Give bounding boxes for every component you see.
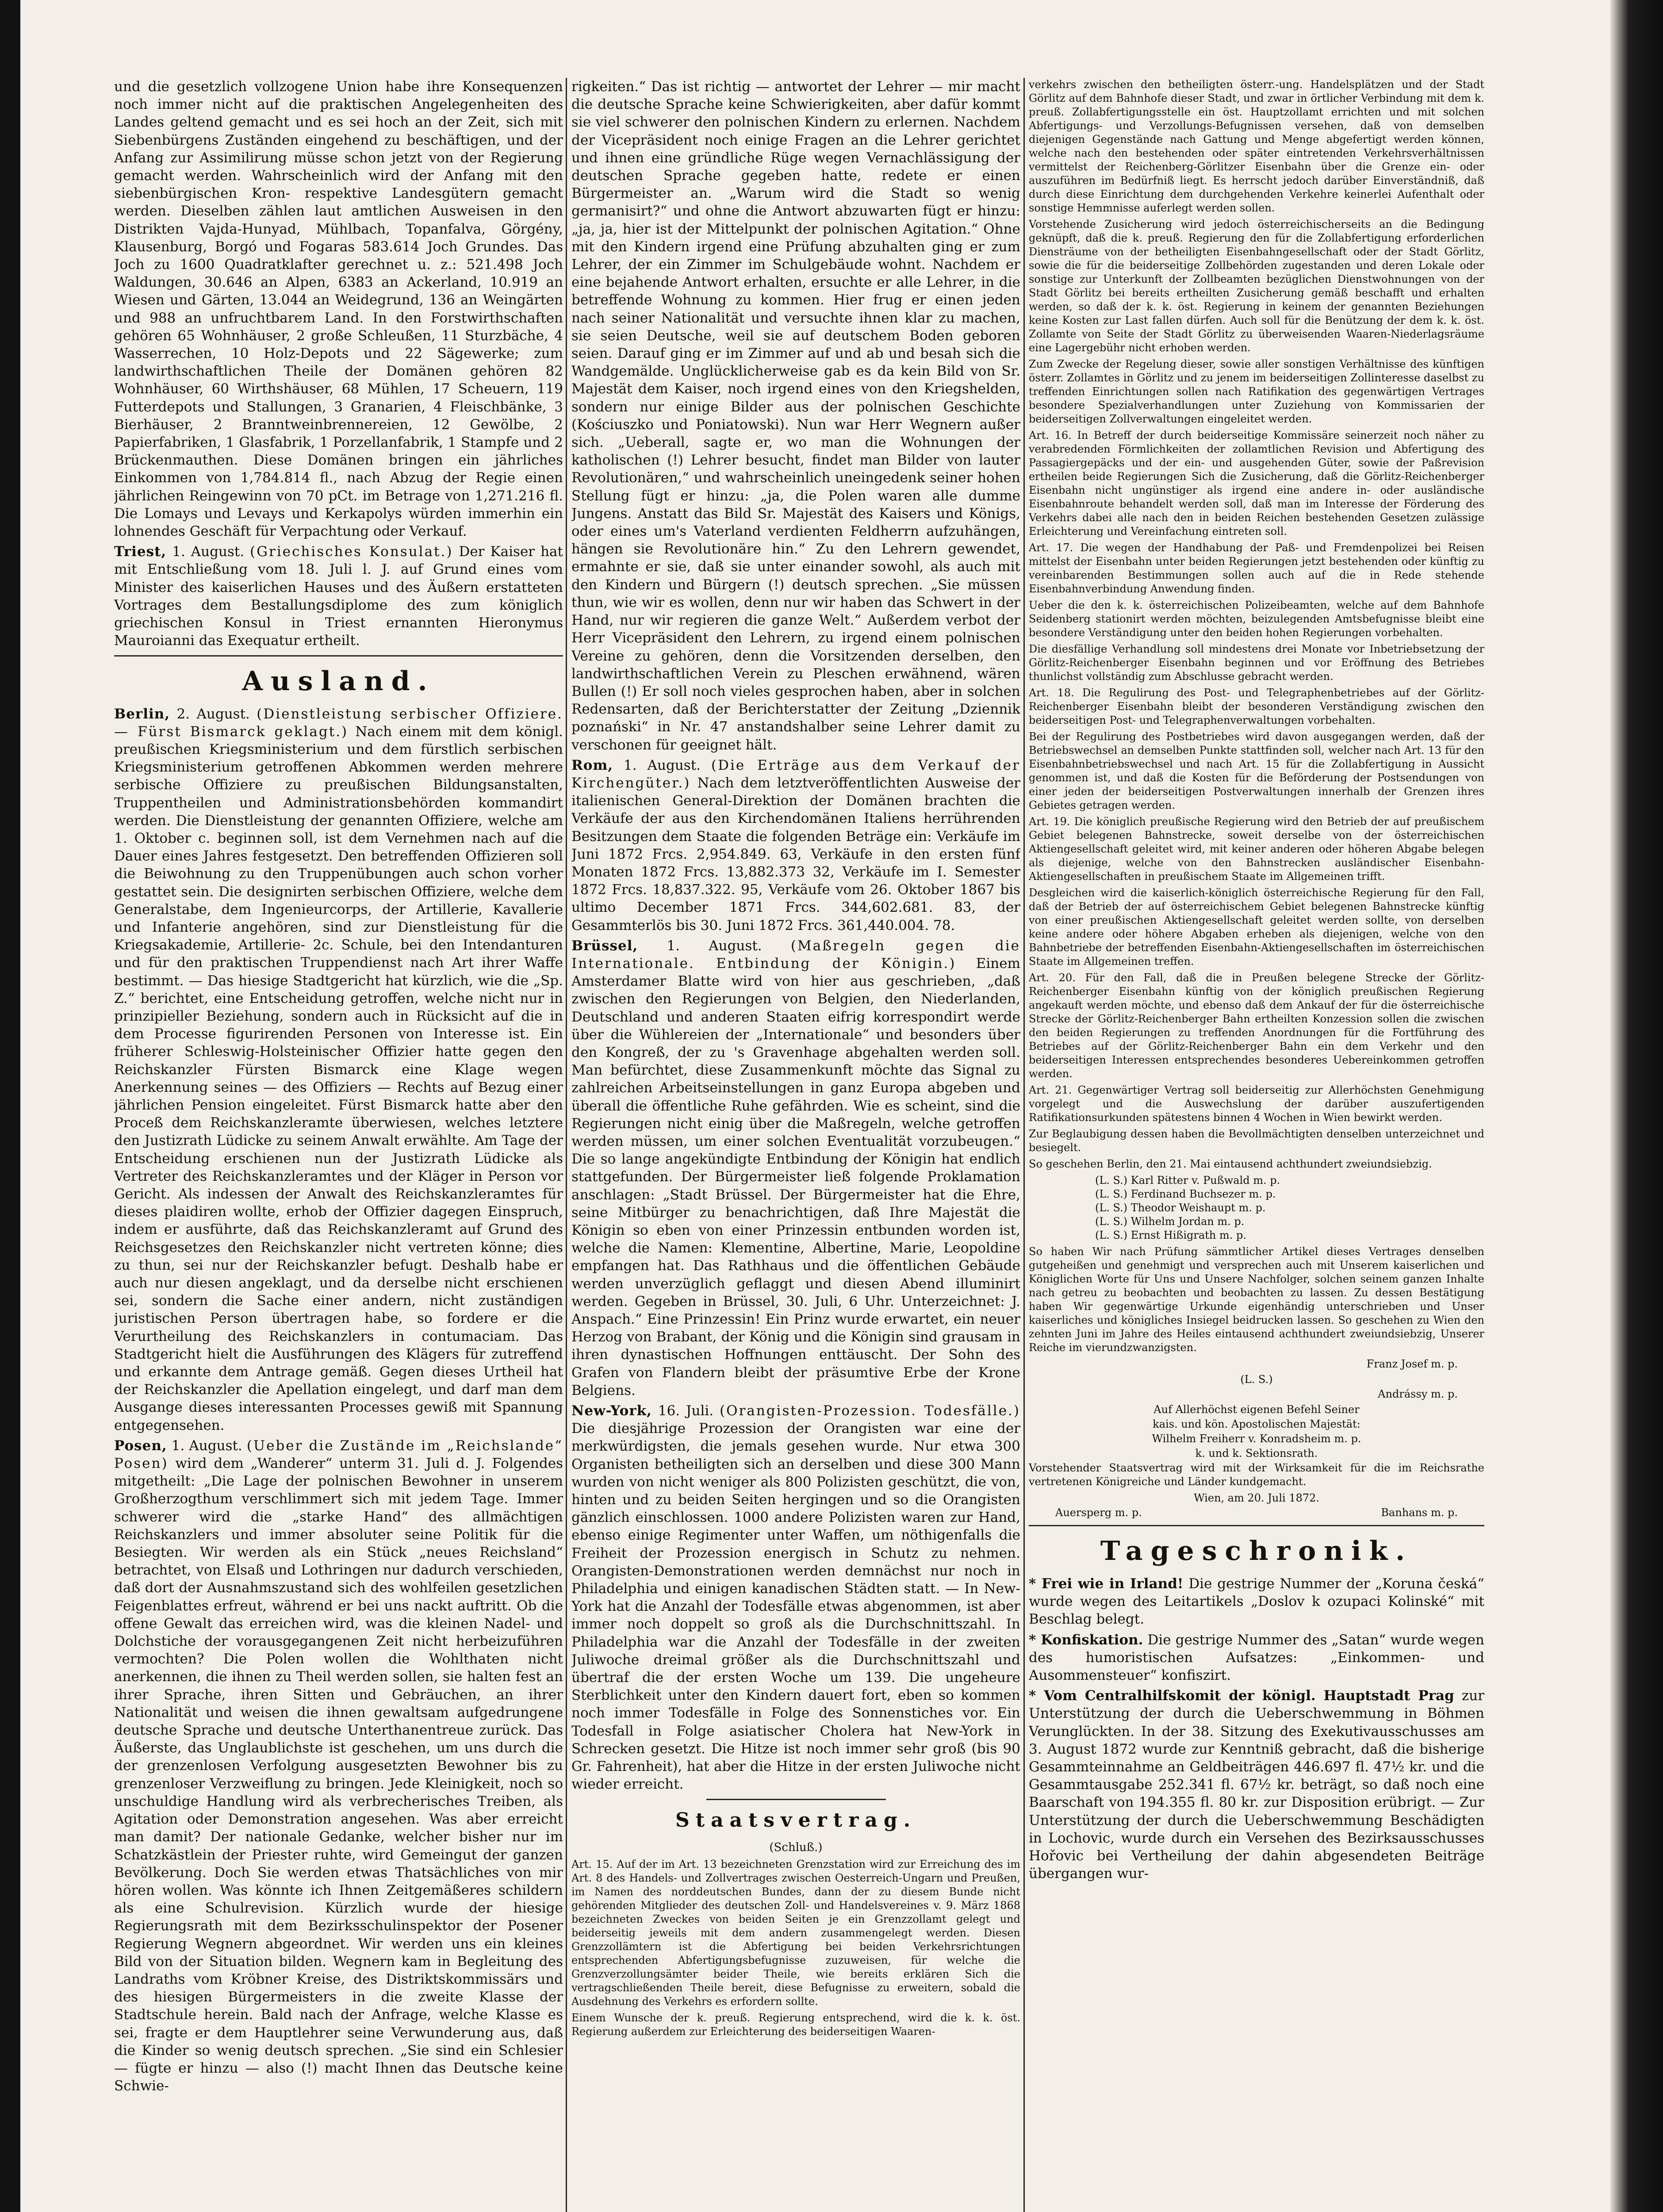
treaty-text-1: verkehrs zwischen den betheiligten österr.-ung. Handelsplätzen und der Stadt Görlitz auf dem Bahnhofe dieser Stadt, und zwar in örtlicher Verbindung mit dem k. preuß. Zollabfertigungsstelle ein öst. Hauptzollamt errichten und mit solchen Abfertigungs- und Verzollungs-Befugnissen versehen, daß von demselben diejenigen Gegenstände nach Gattung und Menge abgefertigt werden können, welche nach den bestehenden oder später eintretenden Verkehrsverhältnissen vermittelst der Reichenberg-Görlitzer Eisenbahn über die Grenze ein- oder auszuführen im Bedürfniß liegt. Es herrscht jedoch darüber Einverständniß, daß durch diese Einrichtung dem durchgehenden Verkehre keinerlei Aufenthalt oder sonstige Hemmnisse auferlegt werden sollen.	[1029, 78, 1484, 214]
signature-andrassy: Andrássy m. p.	[1378, 1388, 1458, 1400]
signature-franz-josef: Franz Josef m. p.	[1366, 1358, 1458, 1370]
section-heading-staatsvertrag: Staatsvertrag.	[675, 1809, 917, 1832]
majesty-line: kais. und kön. Apostolischen Majestät:	[1153, 1418, 1360, 1430]
treaty-ratification: So haben Wir nach Prüfung sämmtlicher Artikel dieses Vertrages denselben gutgeheißen und genehmigt und versprechen auch mit Unserem kaiserlichen und Königlichen Worte für Uns und Unsere Nachfolger, solchen seinem ganzen Inhalte nach getreu zu beobachten und beobachten zu lassen. Zu dessen Bestätigung haben Wir gegenwärtige Urkunde eigenhändig unterschrieben und Unser kaiserliches und königliches Insiegel beidrucken lassen. So geschehen zu Wien den zehnten Juni im Jahre des Heiles eintausend achthundert zweiundsiebzig, Unserer Reiche im vierundzwanzigsten.	[1029, 1245, 1484, 1354]
article-posen	[114, 1437, 563, 2095]
staatsvertrag-schluss: (Schluß.)	[769, 1840, 823, 1854]
treaty-signatories	[1095, 1174, 1484, 1242]
treaty-text-2: Vorstehende Zusicherung wird jedoch österreichischerseits an die Bedingung geknüpft, daß die k. preuß. Regierung den für die Zollabfertigung erforderlichen Diensträume von der betheiligten Eisenbahngesellschaft oder der Stadt Görlitz, sowie die für die beiderseitige Zollbehörden zugestanden und deren Lokale oder sonstige zur Unterkunft der Zollbeamten bezüglichen Dienstwohnungen von der Stadt Görlitz bei bereits ertheilten Zusicherung gemäß beschafft und erhalten werden, so daß der k. k. öst. Regierung in keinem der genannten Beziehungen keine Kosten zur Last fallen dürfen. Auch soll für die Benützung der dem k. k. öst. Zollamte von Seite der Stadt Görlitz zu überweisenden Waaren-Niederlagsräume eine Lagergebühr nicht erhoben werden.	[1029, 218, 1484, 354]
seal-ls: (L. S.)	[1240, 1373, 1273, 1386]
article-bruessel-date: 1. August.	[667, 937, 762, 954]
scan-border-right	[1610, 0, 1663, 2212]
signatory: (L. S.) Ernst Hißigrath m. p.	[1095, 1229, 1246, 1241]
article-bruessel-body: Einem Amsterdamer Blatte wird von hier aus geschrieben, „daß zwischen den Regierungen von Belgien, den Niederlanden, Deutschland und anderen Staaten eifrig korrespondirt werde über die Wühlereien der „Internationale“ und besonders über den Kongreß, der zu 's Gravenhage abgehalten werden soll. Man befürchtet, diese Zusammenkunft möchte das Signal zu zahlreichen Arbeitseinstellungen in ganz Europa abgeben und überall die öffentliche Ruhe gefährden. Wie es scheint, sind die Regierungen nicht einig über die Maßregeln, welche getroffen werden müssen, um einer solchen Eventualität vorzubeugen.“ Die so lange angekündigte Entbindung der Königin hat endlich stattgefunden. Der Bürgermeister ließ folgende Proklamation anschlagen: „Stadt Brüssel. Der Bürgermeister hat die Ehre, seine Mitbürger zu benachrichtigen, daß Ihre Majestät die Königin so eben von einer Prinzessin entbunden worden ist, welche die Namen: Klementine, Albertine, Marie, Leopoldine empfangen hat. Das Rathhaus und die öffentlichen Gebäude werden unverzüglich geflaggt und diesen Abend illuminirt werden. Gegeben in Brüssel, 30. Juli, 6 Uhr. Unterzeichnet: J. Anspach.“ Eine Prinzessin! Ein Prinz wurde erwartet, ein neuer Herzog von Brabant, der König und die Königin sind grausam in ihren dynastischen Hoffnungen enttäuscht. Der Sohn des Grafen von Flandern bleibt der präsumtive Erbe der Krone Belgiens.	[571, 955, 1020, 1398]
article-berlin-date: 2. August.	[176, 706, 250, 722]
chronicle-item-hilfskomit-title: * Vom Centralhilfskomit der königl. Hauptstadt Prag	[1029, 1688, 1454, 1704]
article-bruessel-topic: (Maßregeln gegen die Internationale. Entbindung der Königin.)	[571, 937, 1020, 972]
article-rom-date: 1. August.	[624, 757, 701, 773]
treaty-date-wien: Wien, am 20. Juli 1872.	[1193, 1492, 1320, 1504]
article-triest-topic: (Griechisches Konsulat.)	[250, 544, 453, 560]
column-rule-2	[1023, 78, 1025, 2212]
article-bruessel-dateline: Brüssel,	[571, 937, 638, 954]
article-rom-body: Nach dem letztveröffentlichten Ausweise der italienischen General-Direktion der Domänen brachten die Verkäufe der aus den Kirchendomänen Italiens herrührenden Besitzungen dem Staate die folgenden Beträge ein: Verkäufe im Juni 1872 Frcs. 2,954.849. 63, Verkäufe in den ersten fünf Monaten 1872 Frcs. 13,882.373 32, Verkäufe im I. Semester 1872 Frcs. 18,837.322. 95, Verkäufe vom 26. Oktober 1867 bis ultimo December 1871 Frcs. 344,602.681. 83, der Gesammterlös bis 30. Juni 1872 Frcs. 361,440.004. 78.	[571, 775, 1020, 933]
article-posen-date: 1. August.	[171, 1437, 242, 1454]
chronicle-item-irland	[1029, 1575, 1484, 1628]
column-3	[1029, 78, 1484, 2212]
column-rule-1	[566, 78, 567, 2212]
treaty-promulgation: Vorstehender Staatsvertrag wird mit der Wirksamkeit für die im Reichsrathe vertretenen Königreiche und Länder kundgemacht.	[1029, 1462, 1484, 1488]
article-siebenbuergen: und die gesetzlich vollzogene Union habe ihre Konsequenzen noch immer nicht auf die praktischen Angelegenheiten des Landes geltend gemacht und es sei hoch an der Zeit, sich mit Siebenbürgens Zuständen eingehend zu beschäftigen, und der Anfang zur Assimilirung müsse schon jetzt von der Regierung gemacht werden. Wahrscheinlich wird der Anfang mit den siebenbürgischen Kron- respektive Landesgütern gemacht werden. Dieselben zählen laut amtlichen Ausweisen in den Distrikten Vajda-Hunyad, Mühlbach, Topanfalva, Görgény, Klausenburg, Borgó und Fogaras 583.614 Joch Grundes. Das Joch zu 1600 Quadratklafter gerechnet u. z.: 521.498 Joch Waldungen, 30.646 an Alpen, 6383 an Ackerland, 10.919 an Wiesen und Gärten, 13.044 an Weidegrund, 136 an Weingärten und 988 an unfruchtbarem Land. In den Forstwirthschaften gehören 65 Wohnhäuser, 2 große Schleußen, 11 Sturzbäche, 4 Wasserrechen, 10 Holz-Depots und 22 Sägewerke; zum landwirthschaftlichen Theile der Domänen gehören 82 Wohnhäuser, 60 Wirthshäuser, 68 Mühlen, 17 Scheuern, 119 Futterdepots und Stallungen, 3 Granarien, 4 Fleischbänke, 3 Bierhäuser, 2 Branntweinbrennereien, 12 Gewölbe, 2 Papierfabriken, 1 Glasfabrik, 1 Porzellanfabrik, 1 Stampfe und 2 Brückenmauthen. Diese Domänen bringen ein jährliches Einkommen von 1,784.814 fl., nach Abzug der Regie einen jährlichen Reingewinn von 70 pCt. im Betrage von 1,271.216 fl. Die Lomays und Levays und Kerkapolys würden immerhin ein lohnendes Geschäft für Verpachtung oder Verkauf.	[114, 79, 563, 540]
article-posen-body: wird dem „Wanderer“ unterm 31. Juli d. J. Folgendes mitgetheilt: „Die Lage der polnischen Bewohner in unserem Großherzogthum verschlimmert sich mit jedem Tage. Immer schwerer wird die „starke Hand“ des allmächtigen Reichskanzlers und immer absoluter seine Politik für die Besiegten. Wir werden als ein Stück „neues Reichsland“ betrachtet, von Elsaß und Lothringen nur dadurch verschieden, daß dort der Ausnahmszustand sich des wohlfeilen gesetzlichen Feigenblattes erfreut, während er bei uns nackt auftritt. Ob die offene Gewalt das erreichen wird, was die kleinen Nadel- und Dolchstiche der vorausgegangenen Zeit nicht herbeizuführen vermochten? Die Polen wollen die Wohlthaten nicht anerkennen, die ihnen zu Theil werden sollen, sie halten fest an ihrer Sprache, ihren Sitten und Gebräuchen, an ihrer Nationalität und weisen die ihnen gewaltsam aufgedrungene deutsche Sprache und deutsche Unterthanentreue zurück. Das Äußerste, das Unglaublichste ist geschehen, um uns durch die der grenzenlosen Verfolgung ausgesetzten Bewohner bis zu grenzenloser Verzweiflung zu bringen. Jede Kleinigkeit, noch so unschuldige Handlung wird als verbrecherisches Treiben, als Agitation oder Demonstration angesehen. Was aber erreicht man damit? Der nationale Gedanke, welcher bisher nur im Schatzkästlein der Priester ruhte, wird Gemeingut der ganzen Bevölkerung. Doch Sie werden etwas Thatsächliches von mir hören wollen. Was könnte ich Ihnen Zeitgemäßeres schildern als eine Schulrevision. Kürzlich wurde der hiesige Regierungsrath mit dem Bezirksschulinspektor der Posener Regierung Wegnern abgeordnet. Wir werden uns ein kleines Bild von der Situation bilden. Wegnern kam in Begleitung des Landraths vom Kröbner Kreise, des Distriktskommissärs und des hiesigen Bürgermeisters in die zweite Klasse der Stadtschule herein. Bald nach der Anfrage, welche Klasse es sei, fragte er dem Hauptlehrer seine Verwunderung aus, daß die Kinder so wenig deutsch sprechen. „Sie sind ein Schlesier — fügte er hinzu — also (!) macht Ihnen das Deutsche keine Schwie-	[114, 1455, 563, 2094]
article-rom-dateline: Rom,	[571, 757, 613, 773]
treaty-signing-place: So geschehen Berlin, den 21. Mai eintausend achthundert zweiundsiebzig.	[1029, 1158, 1432, 1170]
article-new-york-date: 16. Juli.	[658, 1403, 714, 1419]
chronicle-item-konfiskation	[1029, 1631, 1484, 1685]
article-triest-dateline: Triest,	[114, 544, 167, 560]
treaty-art-19: Art. 19. Die königlich preußische Regierung wird den Betrieb der auf preußischem Gebiet belegenen Bahnstrecke, soweit derselbe von der österreichischen Aktiengesellschaft geleitet wird, mit keiner anderen oder höheren Abgabe belegen als diejenige, welche von den Bahnstrecken ausländischer Eisenbahn-Aktiengesellschaften in preußischem Staate im Allgemeinen trifft.	[1029, 815, 1484, 883]
chronicle-item-hilfskomit-body: zur Unterstützung der durch die Ueberschwemmung in Böhmen Verunglückten. In der 38. Sitzung des Exekutivausschusses am 3. August 1872 wurde zur Kenntniß gebracht, daß die bisherige Gesammteinnahme an Geldbeiträgen 446.697 fl. 47½ kr. und die Gesammtausgabe 252.341 fl. 67½ kr. beträgt, so daß noch eine Baarschaft von 194.355 fl. 80 kr. zur Disposition erübrigt. — Zur Unterstützung der durch die Ueberschwemmung Beschädigten in Lochovic, wurde durch ein Versehen des Bezirksausschusses Hořovic bei Vertheilung der dahin abgesendeten Beiträge übergangen wur-	[1029, 1688, 1484, 1882]
section-divider	[114, 655, 563, 657]
treaty-art-18: Art. 18. Die Regulirung des Post- und Telegraphenbetriebes auf der Görlitz-Reichenberger Eisenbahn bleibt der besonderen Verständigung zwischen den beiderseitigen Post- und Telegraphenverwaltungen vorbehalten.	[1029, 687, 1484, 726]
treaty-art-21: Art. 21. Gegenwärtiger Vertrag soll beiderseitig zur Allerhöchsten Genehmigung vorgelegt und die Auswechslung der darüber auszufertigenden Ratifikationsurkunden spätestens binnen 4 Wochen in Wien bewirkt werden.	[1029, 1084, 1484, 1124]
article-triest	[114, 543, 563, 649]
sektionsrath-line: k. und k. Sektionsrath.	[1195, 1447, 1318, 1459]
article-berlin-dateline: Berlin,	[114, 706, 170, 722]
article-rom	[571, 757, 1020, 934]
treaty-text-3: Zum Zwecke der Regelung dieser, sowie aller sonstigen Verhältnisse des künftigen österr. Zollamtes in Görlitz und zu jenem im beiderseitigen Zollinteresse daselbst zu treffenden Einrichtungen sollen nach Ratifikation des gegenwärtigen Vertrages besondere Spezialverhandlungen unter Zuziehung von Kommissarien der beiderseitigen Zollverwaltungen eingeleitet werden.	[1029, 358, 1484, 425]
treaty-art-20: Art. 20. Für den Fall, daß die in Preußen belegene Strecke der Görlitz-Reichenberger Eisenbahn künftig von der königlich preußischen Regierung angekauft werden möchte, und ebenso daß dem Ankauf der für die österreichische Strecke der Görlitz-Reichenberger Bahn ertheilten Konzession sollen die zwischen den beiden Regierungen zu treffenden Anordnungen für die Fortführung des Betriebes auf der Görlitz-Reichenberger Bahn ein dem Verkehr und den beiderseitigen Interessen entsprechendes besonderes Uebereinkommen getroffen werden.	[1029, 972, 1484, 1080]
chronicle-item-irland-title: * Frei wie in Irland!	[1029, 1576, 1184, 1592]
chronicle-item-hilfskomit	[1029, 1687, 1484, 1882]
article-new-york-dateline: New-York,	[571, 1403, 652, 1419]
treaty-text-9: Bei der Regulirung des Postbetriebes wird davon ausgegangen werden, daß der Betriebswechsel an demselben Punkte stattfinden soll, welcher nach Art. 13 für den Eisenbahnbetriebswechsel und nach Art. 15 für die Zollabfertigung in Aussicht genommen ist, und daß die Kosten für die Beförderung der Postsendungen von einer jeden der beiderseitigen Postverwaltungen innerhalb der Grenzen ihres Gebietes getragen werden.	[1029, 730, 1484, 811]
chronicle-item-irland-body: Die gestrige Nummer der „Koruna česká“ wurde wegen des Leitartikels „Doslov k ozupaci Kolinské“ mit Beschlag belegt.	[1029, 1576, 1484, 1628]
article-posen-dateline: Posen,	[114, 1437, 167, 1454]
column-1	[114, 78, 563, 2212]
article-new-york-body: Die diesjährige Prozession der Orangisten war eine der merkwürdigsten, die jemals gesehen wurde. Nur etwa 300 Organisten betheiligten sich an derselben und diese 300 Mann wurden von nicht weniger als 800 Polizisten geschützt, die von, hinten und zu beiden Seiten hergingen und so die Orangisten gänzlich einschlossen. 1000 andere Polizisten waren zur Hand, ebenso einige Regimenter unter Waffen, um nöthigenfalls die Freiheit der Prozession energisch in Schutz zu nehmen. Orangisten-Demonstrationen werden demnächst nur noch in Philadelphia und einigen kanadischen Städten statt. — In New-York hat die Anzahl der Todesfälle etwas abgenommen, ist aber immer noch doppelt so groß als die Durchschnittszahl. In Philadelphia war die Anzahl der Todesfälle in der zweiten Juliwoche dreimal größer als die Durchschnittszahl und übertraf die der ersten Woche um 139. Die ungeheure Sterblichkeit unter den Kindern dauert fort, eben so kommen noch immer Todesfälle in Folge des Sonnenstiches vor. Ein Todesfall in Folge asiatischer Cholera hat New-York in Schrecken gesetzt. Die Hitze ist noch immer sehr groß (bis 90 Gr. Fahrenheit), hat aber die Hitze in der ersten Juliwoche nicht wieder erreicht.	[571, 1421, 1020, 1793]
article-new-york-topic: (Orangisten-Prozession. Todesfälle.)	[720, 1403, 1020, 1419]
treaty-art-17: Art. 17. Die wegen der Handhabung der Paß- und Fremdenpolizei bei Reisen mittelst der Eisenbahn unter beiden Regierungen jetzt bestehenden oder künftig zu vereinbarenden Bestimmungen sollen auch auf die in Rede stehende Eisenbahnverbindung Anwendung finden.	[1029, 541, 1484, 595]
signatory: (L. S.) Theodor Weishaupt m. p.	[1095, 1202, 1266, 1214]
article-new-york	[571, 1402, 1020, 1793]
treaty-text-6: Ueber die den k. k. österreichischen Polizeibeamten, welche auf dem Bahnhofe Seidenberg stationirt werden möchten, beizulegenden Amtsbefugnisse bleibt eine besondere Verständigung unter den beiden hohen Regierungen vorbehalten.	[1029, 599, 1484, 639]
section-heading-ausland: Ausland.	[242, 665, 435, 697]
article-berlin-topic: (Dienstleistung serbischer Offiziere. — Fürst Bismarck geklagt.)	[114, 706, 563, 740]
chronicle-item-konfiskation-title: * Konfiskation.	[1029, 1632, 1143, 1648]
signature-banhans: Banhans m. p.	[1381, 1506, 1458, 1519]
article-posen-continued: rigkeiten.“ Das ist richtig — antwortet der Lehrer — mir macht die deutsche Sprache keine Schwierigkeiten, aber dafür kommt sie viel schwerer den polnischen Kindern zu erlernen. Nachdem der Vicepräsident noch einige Fragen an die Lehrer gerichtet und ihnen eine gründliche Rüge wegen Vernachlässigung der deutschen Sprache gegeben hatte, redete er einen Bürgermeister an. „Warum wird die Stadt so wenig germanisirt?“ und ohne die Antwort abzuwarten fügt er hinzu: „ja, ja, hier ist der Mittelpunkt der polnischen Agitation.“ Ohne mit den Kindern irgend eine Prüfung abzuhalten ging er zum Lehrer, der ein Zimmer im Schulgebäude wohnt. Nachdem er eine bejahende Antwort erhalten, ersuchte er alle Lehrer, in die betreffende Wohnung zu kommen. Hier frug er einen jeden nach seiner Nationalität und versuchte ihnen klar zu machen, sie seien Deutsche, weil sie auf deutschem Boden geboren seien. Darauf ging er im Zimmer auf und ab und besah sich die Wandgemälde. Unglücklicherweise gab es da kein Bild von Sr. Majestät dem Kaiser, noch irgend eines von den Kriegshelden, sondern nur einige Bilder aus der polnischen Geschichte (Kościuszko und Poniatowski). Nun war Herr Wegnern außer sich. „Ueberall, sagte er, wo man die Wohnungen der katholischen (!) Lehrer besucht, findet man Bilder von lauter Revolutionären,“ und wahrscheinlich uneingedenk seiner hohen Stellung fügt er hinzu: „ja, die Polen waren alle dumme Jungens. Anstatt das Bild Sr. Majestät des Kaisers und Königs, oder eines um's Vaterland verdienten Feldherrn aufzuhängen, hängen sie Revolutionäre hin.“ Zu den Lehrern gewendet, ermahnte er sie, daß sie unter einander sowohl, als auch mit den Kindern und Bürgern (!) deutsch sprechen. „Sie müssen thun, wie wir es wollen, denn nur wir haben das Schwert in der Hand, nur wir regieren die ganze Welt.“ Außerdem verbot der Herr Vicepräsident den Lehrern, zu irgend einem polnischen Vereine zu gehören, denn die Vorsitzenden derselben, den landwirthschaftlichen Verein zu Pleschen erwähnend, wären Bullen (!) Er soll noch vieles gesprochen haben, aber in solchen Redensarten, daß der Berichterstatter der Zeitung „Dziennik poznański“ in Nr. 47 anstandshalber seine Lehrer damit zu verschonen für geeignet hält.	[571, 79, 1020, 753]
treaty-art-15: Art. 15. Auf der im Art. 13 bezeichneten Grenzstation wird zur Erreichung des im Art. 8 des Handels- und Zollvertrages zwischen Oesterreich-Ungarn und Preußen, im Namen des norddeutschen Bundes, dann der zu diesem Bunde nicht gehörenden Mitglieder des deutschen Zoll- und Handelsvereines v. 9. März 1868 bezeichneten Zweckes von beiden Seiten je ein Grenzzollamt gelegt und beiderseitig jeweils mit dem andern zusammengelegt werden. Diesen Grenzzollämtern ist die Abfertigung bei beiden Verkehrsrichtungen entsprechenden Abfertigungsbefugnisse zuzuweisen, für welche die Grenzverzollungsämter beider Theile, wie bereits erklären Sich die vertragschließenden Theile bereit, diese Befugnisse zu erweitern, sobald die Ausdehnung des Verkehrs es erfordern sollte.	[571, 1858, 1020, 2008]
treaty-art-16: Art. 16. In Betreff der durch beiderseitige Kommissäre seinerzeit noch näher zu verabredenden Förmlichkeiten der zollamtlichen Revision und Abfertigung des Passagiergepäcks und der ein- und ausgehenden Güter, sowie der Paßrevision ertheilen beide Regierungen Sich die Zusicherung, daß die Görlitz-Reichenberger Eisenbahn nicht ungünstiger als irgend eine andere in- oder ausländische Eisenbahnroute behandelt werden soll, daß man im Interesse der Förderung des Verkehrs dabei alle nach den in beiden Reichen bestehenden Gesetzen zulässige Erleichterung und Vereinfachung eintreten soll.	[1029, 429, 1484, 538]
signatory: (L. S.) Ferdinand Buchsezer m. p.	[1095, 1188, 1276, 1200]
treaty-text-11: Desgleichen wird die kaiserlich-königlich österreichische Regierung für den Fall, daß der Betrieb der auf österreichischem Gebiet belegenen Bahnstrecke künftig von einer preußischen Aktiengesellschaft geleitet werden sollte, von derselben keine andere oder höhere Abgaben erheben als diejenigen, welche von den Bahnbetriebe der betreffenden Eisenbahn-Aktiengesellschaften im österreichischen Staate im Allgemeinen treffen.	[1029, 887, 1484, 968]
article-rom-topic: (Die Erträge aus dem Verkauf der Kirchengüter.)	[571, 757, 1020, 791]
signatory: (L. S.) Wilhelm Jordan m. p.	[1095, 1215, 1245, 1228]
column-2	[571, 78, 1020, 2212]
chronicle-item-konfiskation-body: Die gestrige Nummer des „Satan“ wurde wegen des humoristischen Aufsatzes: „Einkommen- und Ausommensteuer“ konfiszirt.	[1029, 1632, 1484, 1684]
command-line: Auf Allerhöchst eigenen Befehl Seiner	[1153, 1403, 1360, 1416]
treaty-art-15-continued: Einem Wunsche der k. preuß. Regierung entsprechend, wird die k. k. öst. Regierung außerdem zur Erleichterung des beiderseitigen Waaren-	[571, 2011, 1020, 2038]
section-divider	[1029, 1525, 1484, 1526]
treaty-beglaubigung: Zur Beglaubigung dessen haben die Bevollmächtigten denselben unterzeichnet und besiegelt.	[1029, 1128, 1484, 1154]
section-heading-tageschronik: Tageschronik.	[1100, 1536, 1413, 1567]
article-bruessel	[571, 937, 1020, 1399]
article-posen-topic: (Ueber die Zustände im „Reichslande“ Posen)	[114, 1437, 563, 1472]
signature-konradsheim: Wilhelm Freiherr v. Konradsheim m. p.	[1152, 1432, 1361, 1445]
final-signatures	[1055, 1506, 1458, 1520]
section-divider	[706, 1799, 886, 1800]
article-berlin-body: Nach einem mit dem königl. preußischen Kriegsministerium und dem fürstlich serbischen Kriegsministerium getroffenen Abkommen werden mehrere serbische Offiziere zu preußischen Bildungsanstalten, Truppentheilen und Administrationsbehörden kommandirt werden. Die Dienstleistung der genannten Offiziere, welche am 1. Oktober c. beginnen soll, ist dem Vernehmen nach auf die Dauer eines Jahres festgesetzt. Den betreffenden Offizieren soll die Beiwohnung zu den Truppenübungen auch schon vorher gestattet sein. Die designirten serbischen Offiziere, welche dem Generalstabe, dem Ingenieurcorps, der Artillerie, Kavallerie und Infanterie angehören, sind zur Dienstleistung für die Kriegsakademie, Artillerie- 2c. Schule, bei den Intendanturen und für den praktischen Truppendienst nach Art ihrer Waffe bestimmt. — Das hiesige Stadtgericht hat kürzlich, wie die „Sp. Z.“ berichtet, eine Entscheidung getroffen, welche nicht nur in prinzipieller Beziehung, sondern auch in Rücksicht auf die in dem Processe figurirenden Personen von Interesse ist. Ein früherer Schleswig-Holsteinischer Offizier hatte gegen den Reichskanzler Fürsten Bismarck eine Klage wegen Anerkennung seines — des Offiziers — Rechts auf Bezug einer jährlichen Pension eingeleitet. Fürst Bismarck hatte aber den Proceß dem Reichskanzleramte überwiesen, welches letztere den Justizrath Lüdicke zu seinem Anwalt erwählte. Am Tage der Entscheidung erschienen nun der Justizrath Lüdicke als Vertreter des Reichskanzleramtes und der Kläger in Person vor Gericht. Als indessen der Anwalt des Reichskanzleramtes für dieses plaidiren wollte, erhob der Offizier dagegen Einspruch, indem er ausführte, daß das Reichskanzleramt auf Grund des Reichsgesetzes den Reichskanzler nicht vertreten könne; dies zu thun, sei nur der Reichskanzler befugt. Deshalb habe er auch nur diesen angeklagt, und da derselbe nicht erschienen sei, sondern die Sache einer andern, nicht zuständigen juristischen Person übertragen habe, so fordere er die Verurtheilung des Reichskanzlers in contumaciam. Das Stadtgericht hielt die Ausführungen des Klägers für zutreffend und erkannte dem Antrage gemäß. Gegen dieses Urtheil hat der Reichskanzler die Apellation eingelegt, und darf man dem Ausgange dieses interessanten Processes gewiß mit Spannung entgegensehen.	[114, 723, 563, 1433]
article-berlin	[114, 705, 563, 1434]
signatory: (L. S.) Karl Ritter v. Pußwald m. p.	[1095, 1174, 1280, 1187]
article-triest-date: 1. August.	[172, 544, 245, 560]
scan-border-left	[0, 0, 20, 2212]
article-triest-body: Der Kaiser hat mit Entschließung vom 18. Juli l. J. auf Grund eines vom Minister des kaiserlichen Hauses und des Äußern erstatteten Vortrages dem Bestallungsdiplome des zum königlich griechischen Konsul in Triest ernannten Hieronymus Mauroianni das Exequatur ertheilt.	[114, 544, 563, 649]
treaty-text-7: Die diesfällige Verhandlung soll mindestens drei Monate vor Inbetriebsetzung der Görlitz-Reichenberger Eisenbahn beginnen und vor Eröffnung des Betriebes thunlichst vollständig zum Abschlusse gebracht werden.	[1029, 643, 1484, 683]
signature-auersperg: Auersperg m. p.	[1055, 1506, 1142, 1519]
